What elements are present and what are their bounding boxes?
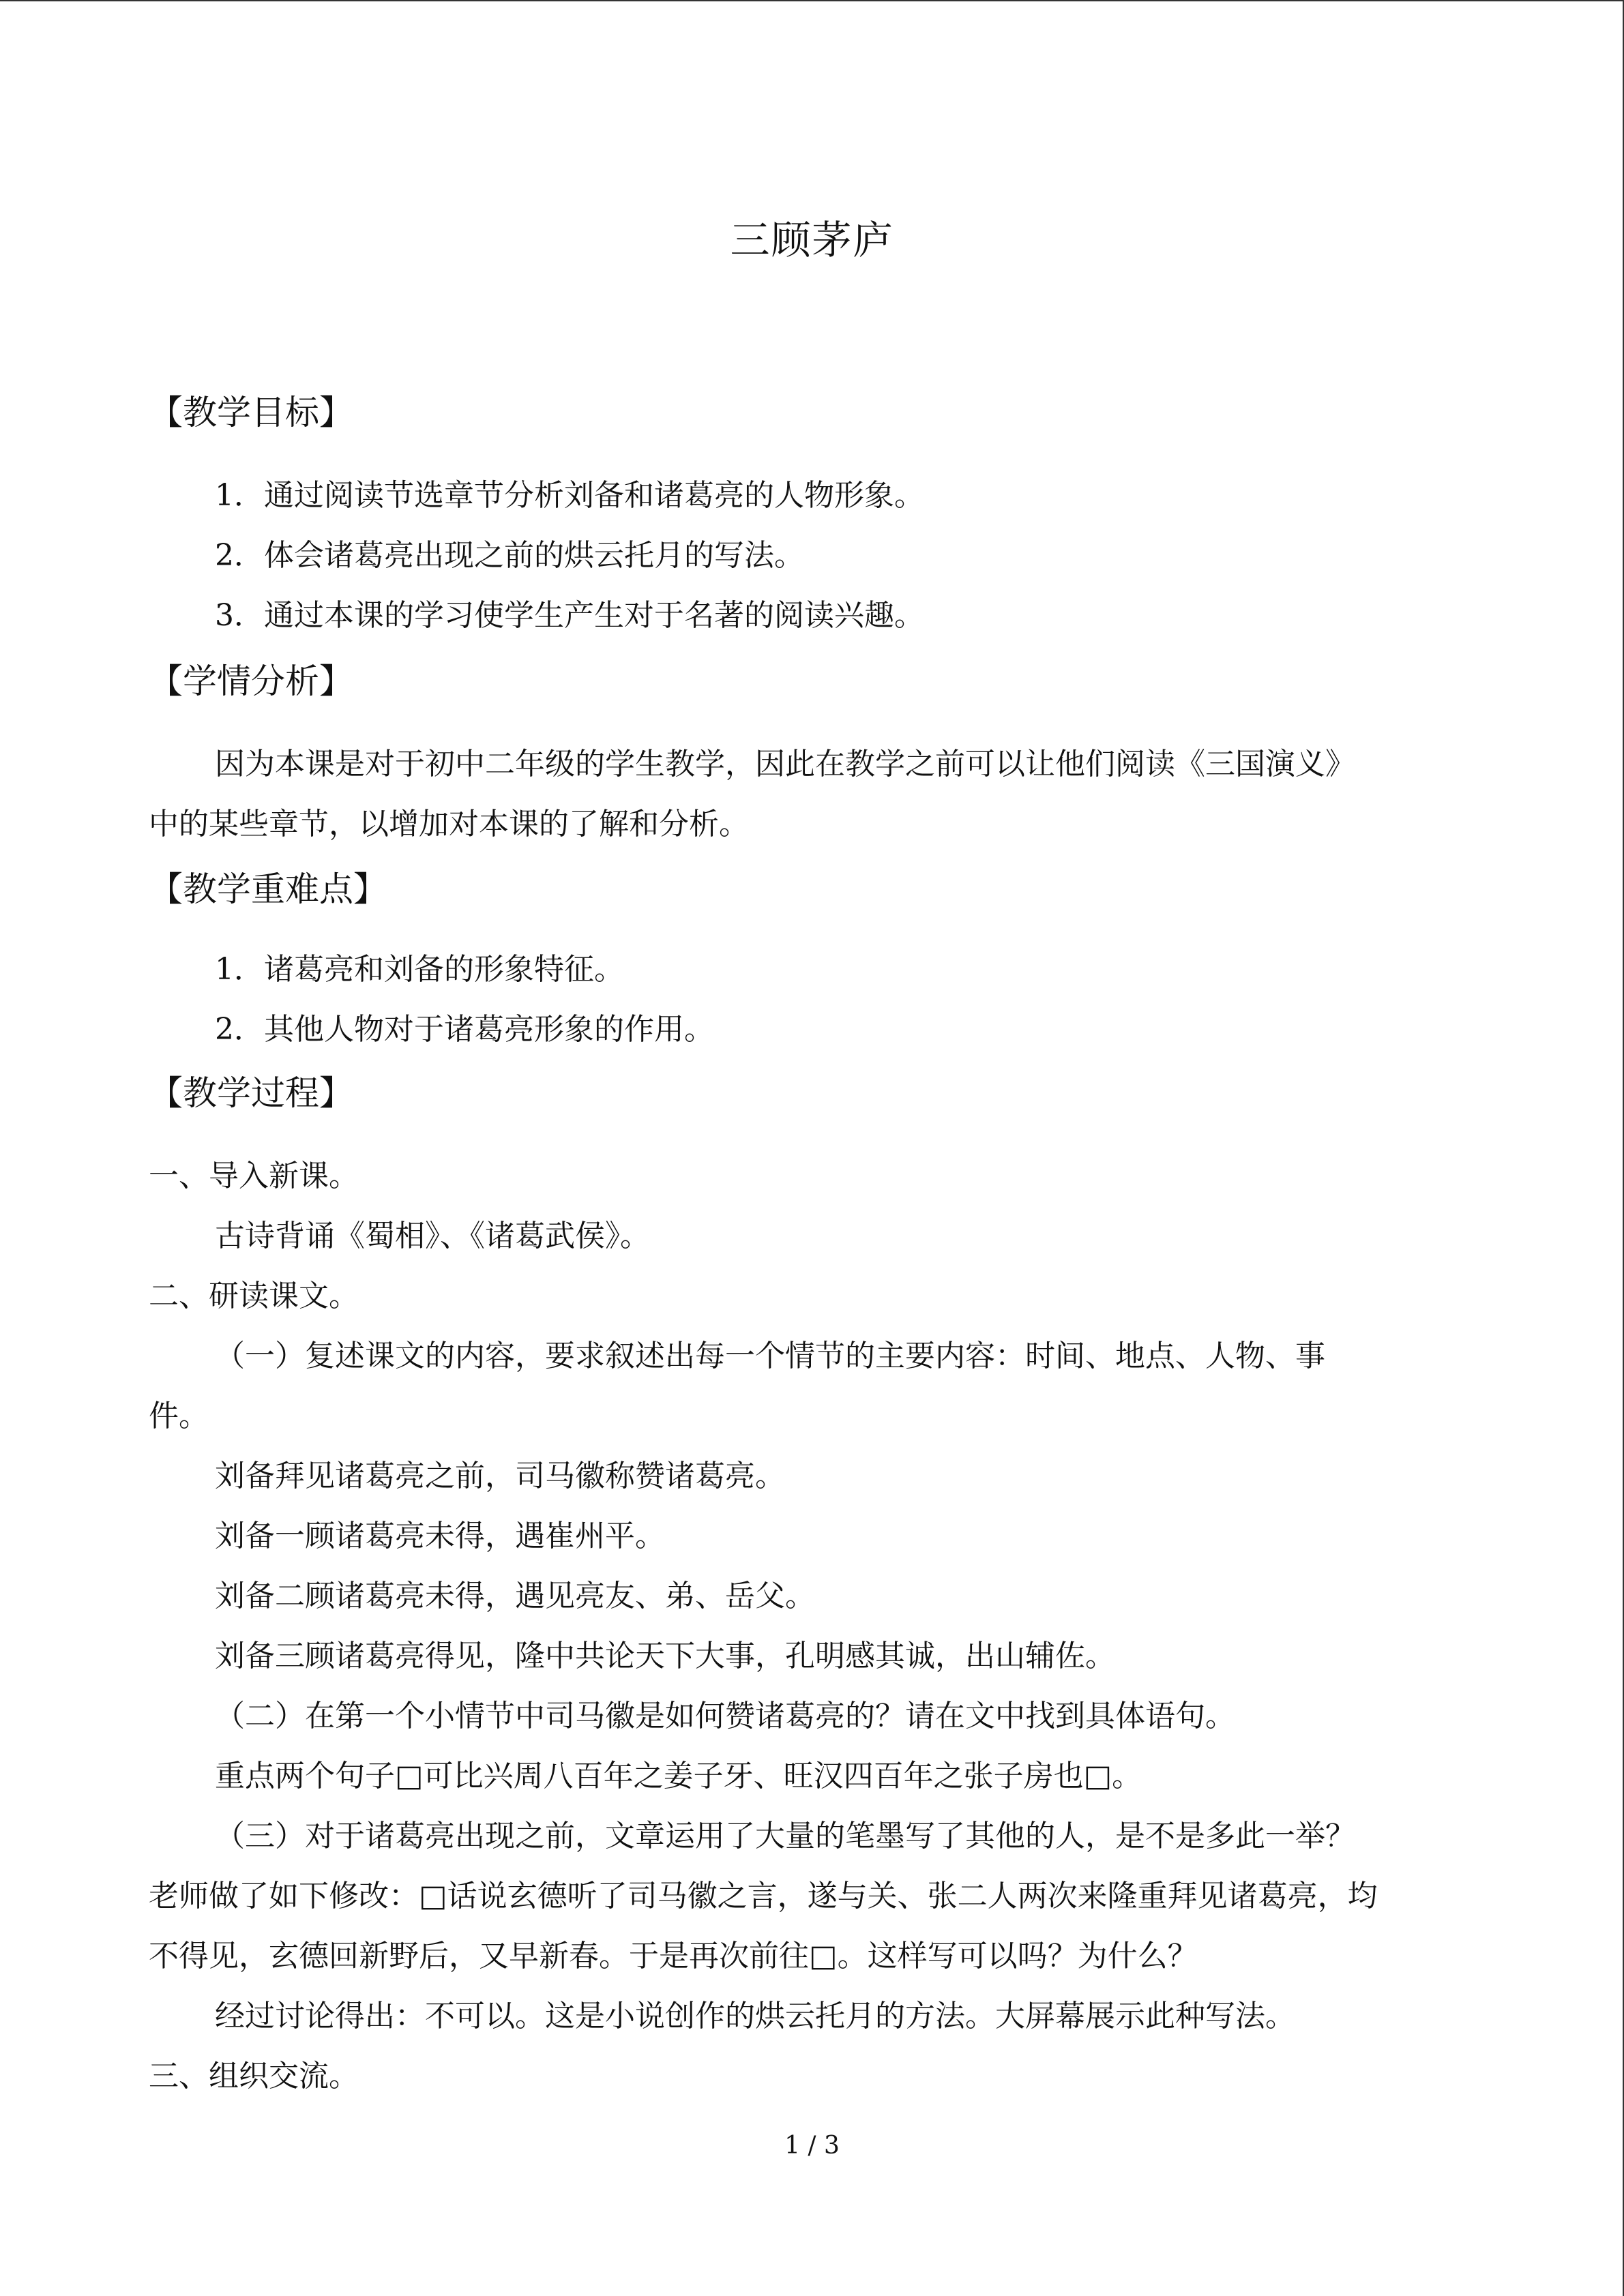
key-point-item-2: 2．其他人物对于诸葛亮形象的作用。 [215,1012,714,1047]
goal-item-1: 1．通过阅读节选章节分析刘备和诸葛亮的人物形象。 [215,478,924,513]
process-line-15: 经过讨论得出：不可以。这是小说创作的烘云托月的方法。大屏幕展示此种写法。 [215,1999,1295,2033]
section-heading-analysis: 【学情分析】 [149,661,353,701]
goal-item-3: 3．通过本课的学习使学生产生对于名著的阅读兴趣。 [215,598,924,633]
process-line-11: 重点两个句子□可比兴周八百年之姜子牙、旺汉四百年之张子房也□。 [215,1759,1142,1793]
process-line-9: 刘备三顾诸葛亮得见，隆中共论天下大事，孔明感其诚，出山辅佐。 [215,1639,1115,1673]
process-line-2: 古诗背诵《蜀相》、《诸葛武侯》。 [215,1219,650,1253]
page-number: 1 / 3 [784,2132,840,2160]
process-line-4: （一）复述课文的内容，要求叙述出每一个情节的主要内容：时间、地点、人物、事 [215,1339,1325,1373]
section-heading-goals: 【教学目标】 [149,393,353,432]
section-heading-process: 【教学过程】 [149,1073,353,1113]
document-title: 三顾茅庐 [730,217,894,263]
process-line-14: 不得见，玄德回新野后，又早新春。于是再次前往□。这样写可以吗？为什么？ [149,1939,1198,1973]
process-line-7: 刘备一顾诸葛亮未得，遇崔州平。 [215,1519,665,1553]
process-line-16: 三、组织交流。 [149,2059,359,2093]
process-line-12: （三）对于诸葛亮出现之前，文章运用了大量的笔墨写了其他的人，是不是多此一举？ [215,1819,1355,1853]
section-heading-key-points: 【教学重难点】 [149,869,387,909]
process-line-8: 刘备二顾诸葛亮未得，遇见亮友、弟、岳父。 [215,1579,815,1613]
goal-item-2: 2．体会诸葛亮出现之前的烘云托月的写法。 [215,538,804,573]
process-line-6: 刘备拜见诸葛亮之前，司马徽称赞诸葛亮。 [215,1459,785,1493]
analysis-line-1: 因为本课是对于初中二年级的学生教学，因此在教学之前可以让他们阅读《三国演义》 [215,747,1355,781]
analysis-line-2: 中的某些章节，以增加对本课的了解和分析。 [149,807,749,841]
key-point-item-1: 1．诸葛亮和刘备的形象特征。 [215,952,624,987]
process-line-10: （二）在第一个小情节中司马徽是如何赞诸葛亮的？请在文中找到具体语句。 [215,1699,1235,1733]
process-line-5: 件。 [149,1399,209,1433]
process-line-13: 老师做了如下修改：□话说玄德听了司马徽之言，遂与关、张二人两次来隆重拜见诸葛亮，均 [149,1879,1378,1913]
process-line-1: 一、导入新课。 [149,1159,359,1193]
process-line-3: 二、研读课文。 [149,1279,359,1313]
